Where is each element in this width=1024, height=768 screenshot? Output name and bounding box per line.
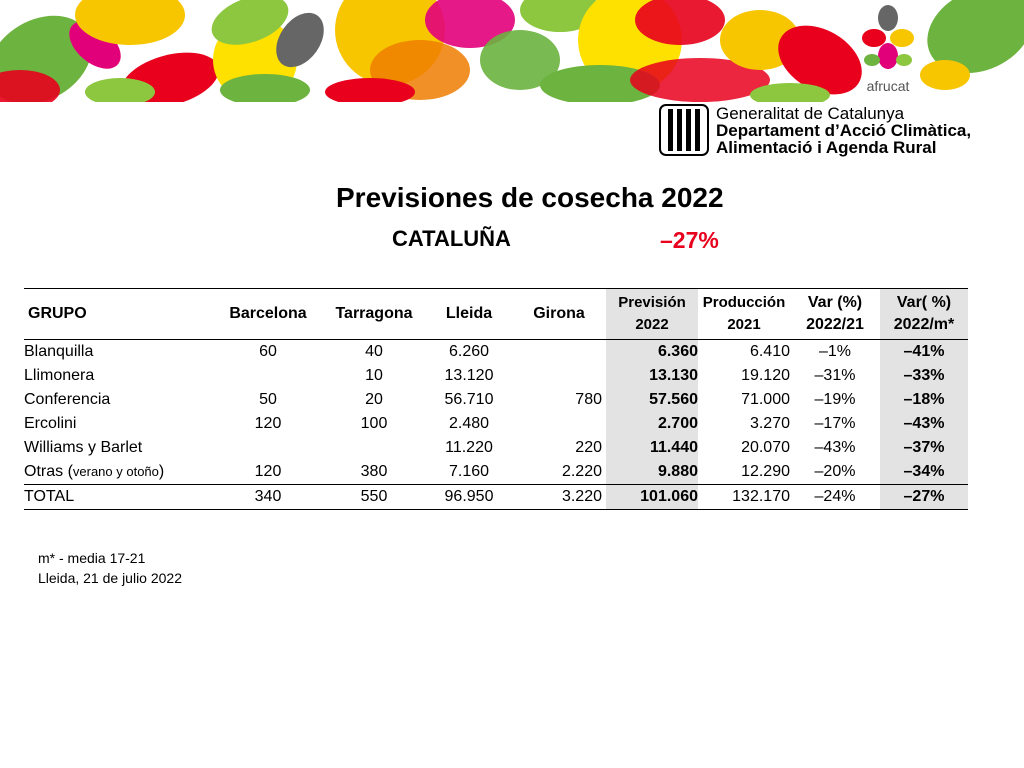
header-barcelona: Barcelona xyxy=(214,289,322,340)
cell-var2: –41% xyxy=(880,340,968,365)
cell-tarragona: 40 xyxy=(365,343,383,360)
cell-lleida: 6.260 xyxy=(448,343,490,360)
generalitat-emblem-icon xyxy=(658,103,710,157)
cell-grupo-main: Otras ( xyxy=(24,463,73,480)
cell-grupo: Llimonera xyxy=(24,367,95,384)
cell-tarragona xyxy=(322,436,426,460)
table-row xyxy=(24,364,968,388)
page-title: Previsiones de cosecha 2022 xyxy=(336,182,724,213)
header-produccion xyxy=(698,289,790,340)
cell-produccion: 6.410 xyxy=(749,343,790,360)
header-var-2022-21 xyxy=(790,289,880,340)
cell-prevision: 9.880 xyxy=(606,460,698,485)
department-name-line2: Alimentació i Agenda Rural xyxy=(716,138,937,157)
generalitat-logo xyxy=(658,103,1018,159)
cell-var2: –37% xyxy=(880,436,968,460)
cell-girona: 3.220 xyxy=(512,485,606,510)
table-total-row xyxy=(24,485,968,510)
cell-barcelona: 120 xyxy=(254,415,282,432)
cell-produccion: 19.120 xyxy=(741,367,790,384)
table-row xyxy=(24,388,968,412)
cell-grupo-close: ) xyxy=(158,463,165,480)
header-prevision xyxy=(606,289,698,340)
cell-girona xyxy=(512,364,606,388)
cell-var1: –17% xyxy=(814,415,856,432)
cell-barcelona xyxy=(214,436,322,460)
header-produccion-line1: Producción xyxy=(702,294,786,311)
header-prevision-line2: 2022 xyxy=(635,316,669,333)
cell-grupo: TOTAL xyxy=(24,485,214,510)
cell-lleida: 13.120 xyxy=(444,367,494,384)
header-girona: Girona xyxy=(512,289,606,340)
afrucat-icon xyxy=(858,4,918,78)
afrucat-wordmark: afrucat xyxy=(866,78,910,94)
header-grupo: GRUPO xyxy=(24,289,214,340)
cell-prevision: 6.360 xyxy=(606,340,698,365)
cell-var2: –27% xyxy=(880,485,968,510)
generalitat-name: Generalitat de Catalunya xyxy=(716,104,905,123)
cell-var1: –1% xyxy=(818,343,852,360)
footnote-media: m* - media 17-21 xyxy=(38,550,146,566)
cell-produccion: 3.270 xyxy=(749,415,790,432)
cell-girona xyxy=(512,340,606,365)
cell-tarragona: 100 xyxy=(360,415,388,432)
cell-girona: 220 xyxy=(575,439,602,456)
cell-girona xyxy=(512,412,606,436)
table-row xyxy=(24,436,968,460)
footnotes xyxy=(38,548,182,588)
cell-prevision: 11.440 xyxy=(606,436,698,460)
cell-barcelona: 60 xyxy=(259,343,277,360)
footnote-date: Lleida, 21 de julio 2022 xyxy=(38,570,183,586)
header-lleida: Lleida xyxy=(426,289,512,340)
harvest-table xyxy=(24,288,968,510)
cell-var1: –43% xyxy=(814,439,856,456)
cell-barcelona xyxy=(214,364,322,388)
header-var2-line1: Var( %) xyxy=(896,294,952,311)
header-produccion-line2: 2021 xyxy=(727,316,761,333)
cell-var1: –20% xyxy=(814,463,856,480)
region-label: CATALUÑA xyxy=(392,226,511,251)
cell-prevision: 57.560 xyxy=(606,388,698,412)
cell-grupo: Conferencia xyxy=(24,391,111,408)
cell-grupo: Williams y Barlet xyxy=(24,439,143,456)
cell-produccion: 132.170 xyxy=(698,485,790,510)
header-tarragona: Tarragona xyxy=(322,289,426,340)
header-var1-line2: 2022/21 xyxy=(806,316,864,333)
cell-produccion: 20.070 xyxy=(741,439,790,456)
cell-tarragona: 10 xyxy=(365,367,383,384)
cell-produccion: 12.290 xyxy=(741,463,790,480)
cell-barcelona: 50 xyxy=(259,391,277,408)
cell-lleida: 11.220 xyxy=(445,439,493,456)
cell-tarragona: 20 xyxy=(365,391,383,408)
cell-grupo: Ercolini xyxy=(24,415,77,432)
cell-var2: –18% xyxy=(880,388,968,412)
cell-prevision: 2.700 xyxy=(606,412,698,436)
department-name-line1: Departament d’Acció Climàtica, xyxy=(716,121,972,140)
cell-var2: –33% xyxy=(880,364,968,388)
cell-lleida: 7.160 xyxy=(448,463,490,480)
table-row xyxy=(24,460,968,485)
cell-girona: 2.220 xyxy=(561,463,602,480)
cell-lleida: 2.480 xyxy=(448,415,490,432)
cell-var1: –24% xyxy=(790,485,880,510)
header-prevision-line1: Previsión xyxy=(618,294,686,311)
cell-girona: 780 xyxy=(575,391,602,408)
cell-lleida: 96.950 xyxy=(426,485,512,510)
cell-grupo xyxy=(24,460,214,485)
cell-prevision: 101.060 xyxy=(606,485,698,510)
cell-prevision: 13.130 xyxy=(606,364,698,388)
cell-tarragona: 550 xyxy=(322,485,426,510)
cell-lleida: 56.710 xyxy=(444,391,494,408)
header-var2-line2: 2022/m* xyxy=(893,316,955,333)
cell-produccion: 71.000 xyxy=(741,391,790,408)
cell-var1: –19% xyxy=(814,391,856,408)
cell-tarragona: 380 xyxy=(360,463,388,480)
table-row xyxy=(24,412,968,436)
cell-var2: –43% xyxy=(880,412,968,436)
table-header-row xyxy=(24,289,968,340)
cell-barcelona: 120 xyxy=(254,463,282,480)
cell-grupo-detail: verano y otoño xyxy=(72,464,159,479)
table-row xyxy=(24,340,968,365)
cell-grupo: Blanquilla xyxy=(24,343,94,360)
region-variation: –27% xyxy=(660,227,719,253)
cell-var1: –31% xyxy=(814,367,856,384)
header-var-2022-m xyxy=(880,289,968,340)
header-var1-line1: Var (%) xyxy=(807,294,863,311)
cell-barcelona: 340 xyxy=(214,485,322,510)
cell-var2: –34% xyxy=(880,460,968,485)
